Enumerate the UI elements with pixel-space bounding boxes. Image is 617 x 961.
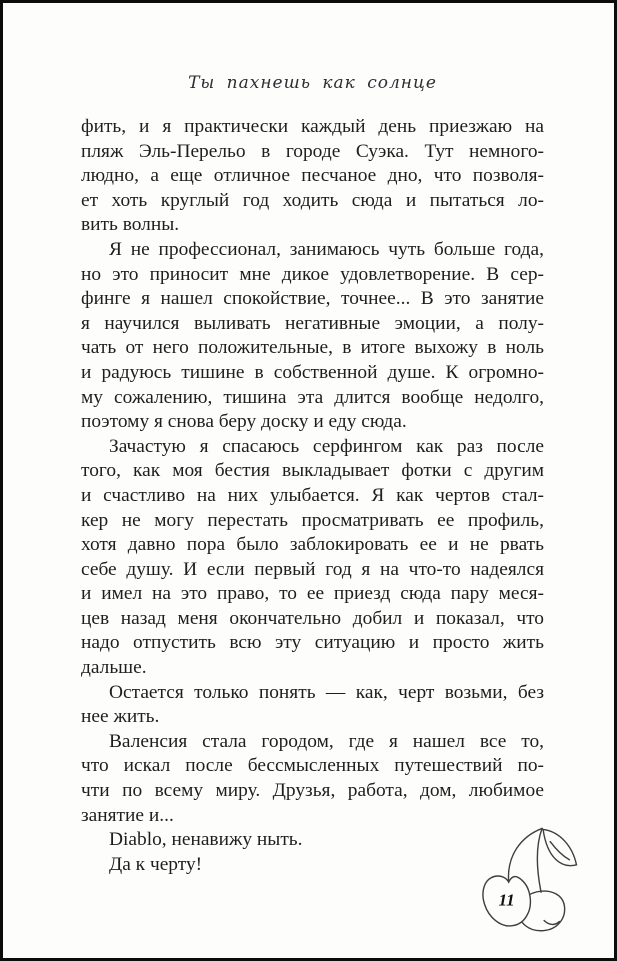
text-line: му сожалению, тишина эта длится вообще недолго, bbox=[81, 386, 544, 408]
cherries-outline bbox=[483, 828, 577, 930]
text-line: фить, и я практически каждый день приезжаю на bbox=[81, 116, 544, 137]
text-line: но это приносит мне дикое удовлетворение. В сер- bbox=[81, 263, 544, 285]
text-line: Валенсия стала городом, где я нашел все то, bbox=[109, 730, 544, 752]
text-line: Я не профессионал, занимаюсь чуть больше года, bbox=[109, 238, 544, 260]
page-number: 11 bbox=[498, 890, 515, 910]
running-header: Ты пахнешь как солнце bbox=[188, 73, 437, 93]
text-line: и имел на это право, то ее приезд сюда пару меся- bbox=[81, 583, 544, 605]
text-line: Остается только понять — как, черт возьми, без bbox=[109, 681, 544, 703]
text-line: того, как моя бестия выкладывает фотки с другим bbox=[81, 460, 544, 482]
text-line: Diablo, ненавижу ныть. bbox=[109, 829, 303, 851]
text-line: цев назад меня окончательно добил и показал, что bbox=[81, 607, 544, 629]
text-line: хотя давно пора было заблокировать ее и не рвать bbox=[81, 534, 544, 556]
text-line: вить волны. bbox=[81, 214, 180, 236]
text-line: себе душу. И если первый год я на что-то надеялся bbox=[81, 558, 544, 580]
right-stem bbox=[537, 828, 542, 892]
text-line: что искал после бессмысленных путешествий по- bbox=[81, 755, 544, 777]
text-line: чти по всему миру. Друзья, работа, дом, любимое bbox=[81, 780, 544, 802]
text-line: ет хоть круглый год ходить сюда и пытаться ло- bbox=[81, 189, 544, 211]
text-line: пляж Эль-Перельо в городе Суэка. Тут немного- bbox=[81, 140, 544, 162]
text-line: дальше. bbox=[81, 657, 147, 679]
leaf bbox=[543, 829, 576, 865]
body-text bbox=[81, 115, 544, 877]
text-line: я научился выливать негативные эмоции, а полу- bbox=[81, 312, 544, 334]
text-line: занятие и... bbox=[81, 804, 174, 826]
text-line: и радуюсь тишине в собственной душе. К огромно- bbox=[81, 361, 544, 383]
text-line: Да к черту! bbox=[109, 853, 203, 875]
text-line: нее жить. bbox=[81, 706, 160, 728]
text-line: финге я нашел спокойствие, точнее... В это занятие bbox=[81, 288, 544, 310]
cherries-illustration bbox=[455, 795, 617, 957]
text-line: Зачастую я спасаюсь серфингом как раз после bbox=[109, 435, 544, 457]
text-line: людно, а еще отличное песчаное дно, что позволя- bbox=[81, 165, 544, 187]
text-line: кер не могу перестать просматривать ее профиль, bbox=[81, 509, 544, 531]
text-line: надо отпустить всю эту ситуацию и просто жить bbox=[81, 632, 544, 654]
text-line: чать от него положительные, в итоге выхожу в ноль bbox=[81, 337, 544, 359]
text-line: и счастливо на них улыбается. Я как чертов стал- bbox=[81, 484, 544, 506]
text-line: поэтому я снова беру доску и еду сюда. bbox=[81, 411, 407, 433]
